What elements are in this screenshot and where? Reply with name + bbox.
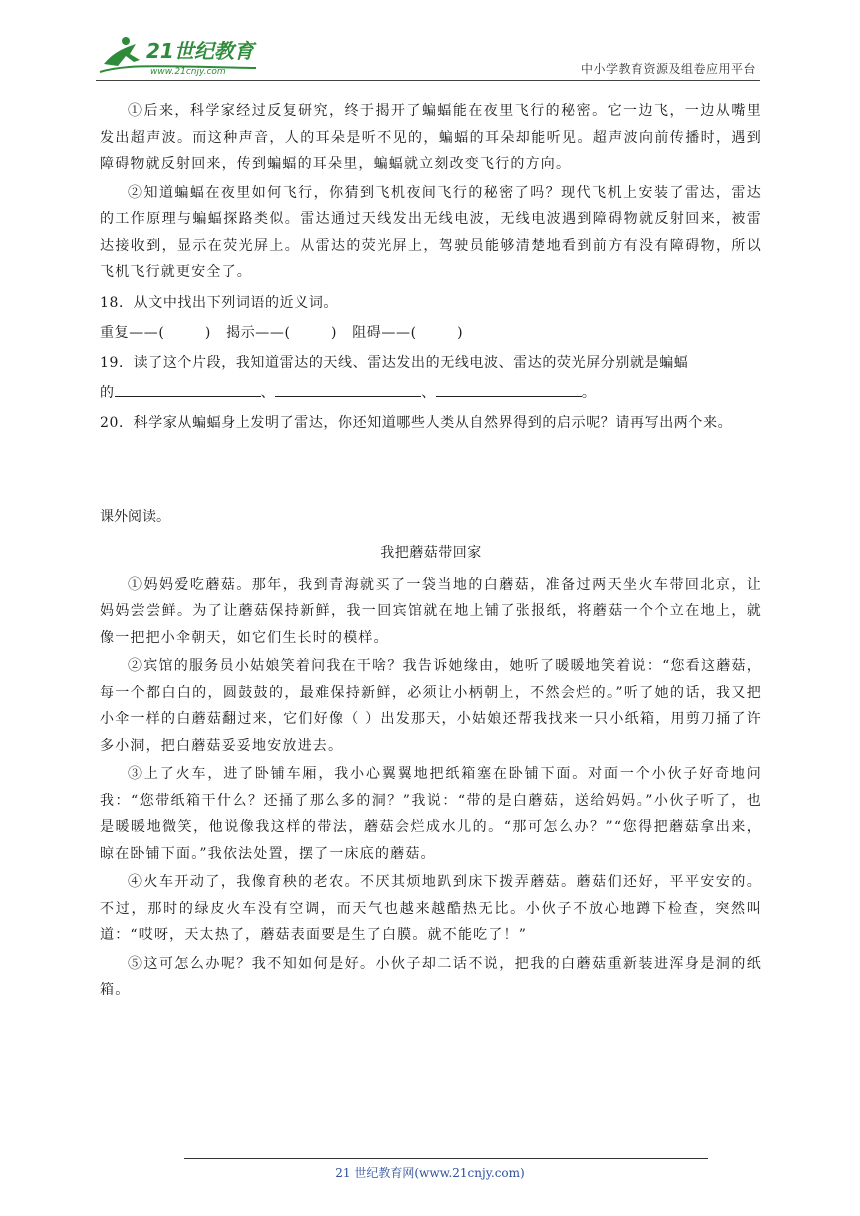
- q18-close-2: ): [330, 324, 338, 341]
- q19-end: 。: [581, 384, 597, 401]
- logo-text: 21世纪教育: [146, 39, 254, 63]
- question-18-blanks: [100, 318, 762, 348]
- article-paragraph-1: ①妈妈爱吃蘑菇。那年，我到青海就买了一袋当地的白蘑菇，准备过两天坐火车带回北京，让妈妈尝尝鲜。为了让蘑菇保持新鲜，我一回宾馆就在地上铺了张报纸，将蘑菇一个个立在地上，就像一把把小伞朝天，如它们生长时的模样。: [100, 576, 762, 646]
- question-19: 19．读了这个片段，我知道雷达的天线、雷达发出的无线电波、雷达的荧光屏分别就是蝙蝠: [100, 354, 689, 371]
- q19-sep-2: 、: [421, 384, 436, 401]
- q19-blank-1[interactable]: [115, 380, 261, 397]
- q19-blank-2[interactable]: [275, 380, 421, 397]
- q18-word-1: 重复——(: [100, 324, 165, 341]
- answer-space: [100, 438, 762, 502]
- logo-figure-body: [104, 44, 140, 66]
- q19-sep-1: 、: [260, 384, 276, 401]
- document-body: [100, 98, 762, 1006]
- section-heading: 课外阅读。: [100, 508, 170, 525]
- q18-word-2: 揭示——(: [226, 324, 291, 341]
- question-20: 20．科学家从蝙蝠身上发明了雷达，你还知道哪些人类从自然界得到的启示呢？请再写出两个来。: [100, 414, 733, 431]
- platform-label: 中小学教育资源及组卷应用平台: [580, 62, 756, 76]
- logo-figure-head: [122, 37, 130, 45]
- q19-blank-3[interactable]: [436, 380, 582, 397]
- article-title: 我把蘑菇带回家: [380, 544, 482, 561]
- question-19-blanks: [100, 378, 762, 408]
- article-paragraph-2: ②宾馆的服务员小姑娘笑着问我在干啥？我告诉她缘由，她听了暖暖地笑着说：“您看这蘑菇，每一个都白白的，圆鼓鼓的，最难保持新鲜，必须让小柄朝上，不然会烂的。”听了她的话，我又把小伞一样的白蘑菇翻过来，它们好像（ ）出发那天，小姑娘还帮我找来一只小纸箱，用剪刀捅了许多小洞，把白蘑菇妥妥地安放进去。: [100, 658, 762, 754]
- footer-text[interactable]: 21 世纪教育网(www.21cnjy.com): [335, 1166, 525, 1180]
- passage1-paragraph-2: ②知道蝙蝠在夜里如何飞行，你猜到飞机夜间飞行的秘密了吗？现代飞机上安装了雷达，雷达的工作原理与蝙蝠探路类似。雷达通过天线发出无线电波，无线电波遇到障碍物就反射回来，被雷达接收到，显示在荧光屏上。从雷达的荧光屏上，驾驶员能够清楚地看到前方有没有障碍物，所以飞机飞行就更安全了。: [100, 184, 762, 280]
- q19-de: 的: [100, 384, 115, 401]
- logo-url: www.21cnjy.com: [150, 67, 226, 77]
- passage1-paragraph-1: ①后来，科学家经过反复研究，终于揭开了蝙蝠能在夜里飞行的秘密。它一边飞，一边从嘴里发出超声波。而这种声音，人的耳朵是听不见的，蝙蝠的耳朵却能听见。超声波向前传播时，遇到障碍物就反射回来，传到蝙蝠的耳朵里，蝙蝠就立刻改变飞行的方向。: [100, 103, 762, 172]
- header-divider: [96, 80, 760, 81]
- footer-divider: [184, 1158, 708, 1159]
- q18-close-3: ): [457, 324, 464, 341]
- page-header: [96, 34, 760, 80]
- article-paragraph-4: ④火车开动了，我像育秧的老农。不厌其烦地趴到床下拨弄蘑菇。蘑菇们还好，平平安安的。不过，那时的绿皮火车没有空调，而天气也越来越酷热无比。小伙子不放心地蹲下检查，突然叫道：“哎呀，天太热了，蘑菇表面要是生了白膜。就不能吃了！”: [100, 874, 762, 943]
- article-paragraph-3: ③上了火车，进了卧铺车厢，我小心翼翼地把纸箱塞在卧铺下面。对面一个小伙子好奇地问我：“您带纸箱干什么？还捅了那么多的洞？”我说：“带的是白蘑菇，送给妈妈。”小伙子听了，也是暖暖地微笑，他说像我这样的带法，蘑菇会烂成水儿的。“那可怎么办？”“您得把蘑菇拿出来，晾在卧铺下面。”我依法处置，摆了一床底的蘑菇。: [100, 766, 762, 862]
- article-paragraph-5: ⑤这可怎么办呢？我不知如何是好。小伙子却二话不说，把我的白蘑菇重新装进浑身是洞的纸箱。: [100, 955, 762, 998]
- q18-close-1: ): [204, 324, 211, 341]
- 21cnjy-logo: [96, 34, 266, 78]
- q18-word-3: 阻碍——(: [352, 324, 417, 341]
- question-18: 18．从文中找出下列词语的近义词。: [100, 294, 339, 311]
